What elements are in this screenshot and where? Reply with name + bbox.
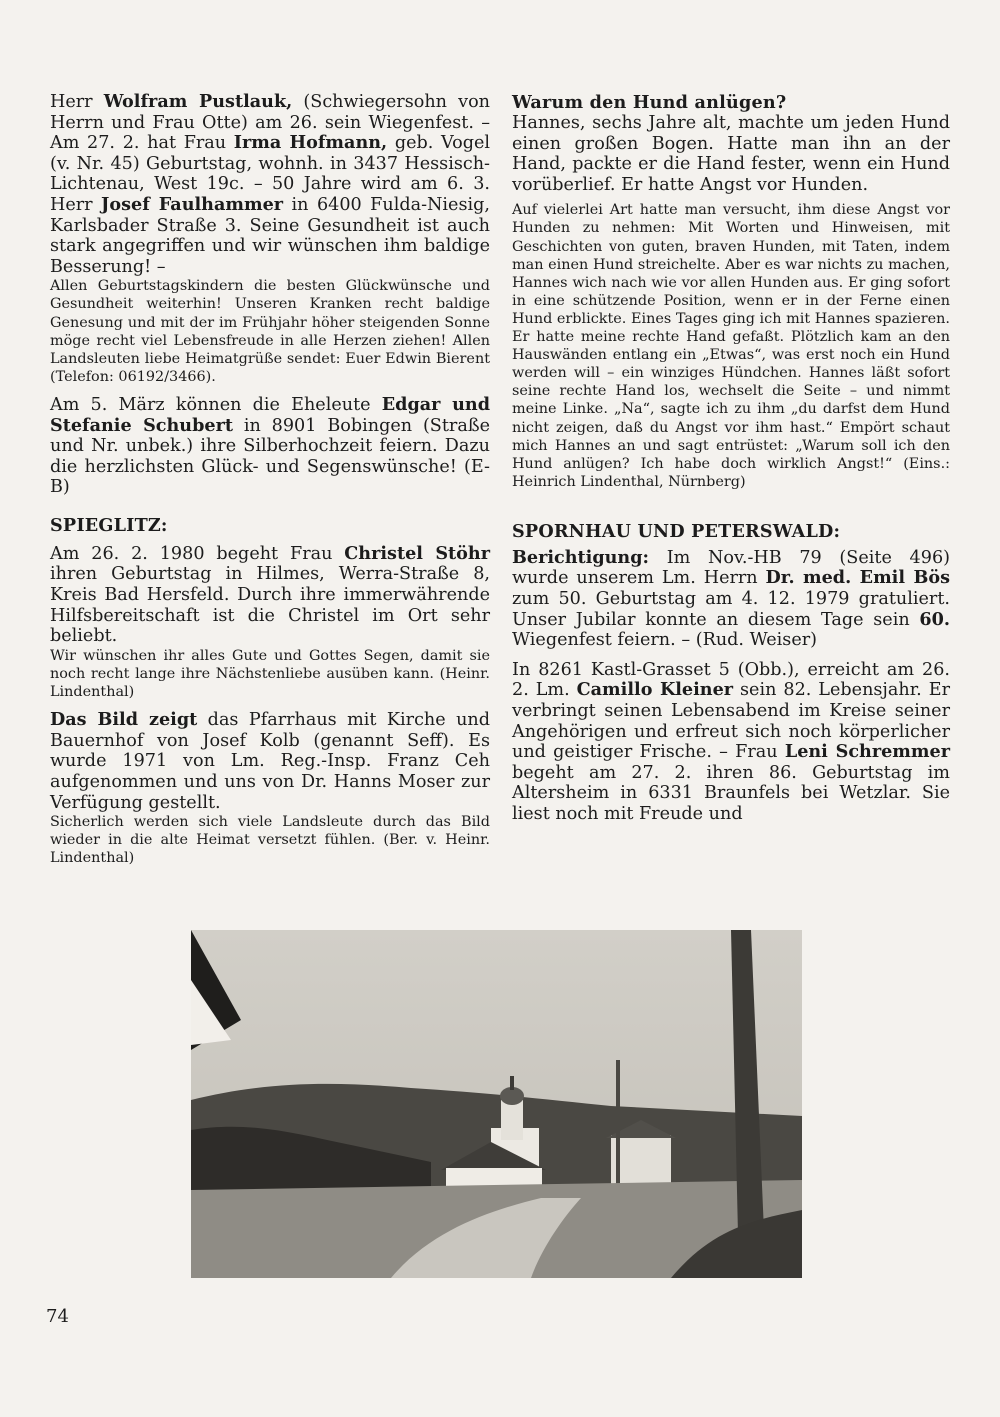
name-bold: Leni Schremmer: [784, 741, 950, 763]
paragraph-photo-note: Sicherlich werden sich viele Landsleute durch das Bild wieder in die alte Heimat versetzt fühlen. (Ber. v. Heinr. Lindenthal): [50, 814, 490, 867]
text: In 8261 Kastl-Grasset 5 (Obb.), erreicht am 26. 2. Lm.: [512, 659, 950, 701]
name-bold: Irma Hofmann,: [233, 132, 388, 154]
section-heading-spornhau: SPORNHAU UND PETERSWALD:: [512, 520, 841, 542]
text: geb. Vogel (v. Nr. 45) Geburtstag, wohnh. in 3437 Hessisch-Lichtenau, West 19c. – 50 Jahre wird am 6. 3. Herr: [50, 133, 490, 215]
text: sein 82. Lebensjahr. Er verbringt seinen Lebensabend im Kreise seiner Angehörigen und erfreut sich noch körperlicher und geistiger Frische. – Frau: [512, 680, 950, 763]
text: (Schwiegersohn von Herrn und Frau Otte) am 26. sein Wiegenfest. – Am 27. 2. hat Frau: [50, 92, 490, 154]
paragraph-kleiner: [512, 660, 950, 825]
page-number: 74: [46, 1306, 69, 1327]
paragraph-stoehr: [50, 544, 490, 647]
caption-bold: Das Bild zeigt: [50, 709, 198, 731]
text: das Pfarrhaus mit Kirche und Bauernhof von Josef Kolb (genannt Seff). Es wurde 1971 von Lm. Reg.-Insp. Franz Ceh aufgenommen und uns von Dr. Hanns Moser zur Verfügung gestellt.: [50, 710, 490, 813]
name-bold: Dr. med. Emil Bös: [765, 567, 950, 589]
name-bold: Wolfram Pustlauk,: [103, 91, 293, 112]
church-spire: [510, 1076, 514, 1090]
paragraph-wishes: Wir wünschen ihr alles Gute und Gottes Segen, damit sie noch recht lange ihre Nächstenliebe ausüben kann. (Heinr. Lindenthal): [50, 647, 490, 701]
number-bold: 60.: [919, 608, 950, 630]
village-photo-drawing: [191, 930, 802, 1278]
text: Wiegenfest feiern. – (Rud. Weiser): [512, 630, 818, 651]
text: ihren Geburtstag in Hilmes, Werra-Straße 8, Kreis Bad Hersfeld. Durch ihre immerwährende Hilfsbereitschaft ist die Christel im Ort sehr beliebt.: [50, 564, 490, 647]
text: Herr: [50, 92, 104, 112]
text: zum 50. Geburtstag am 4. 12. 1979 gratuliert. Unser Jubilar konnte an diesem Tage sein: [512, 589, 950, 630]
text: begeht am 27. 2. ihren 86. Geburtstag im Altersheim in 6331 Braunfels bei Wetzlar. Sie liest noch mit Freude und: [512, 762, 950, 824]
paragraph-silver-wedding: [50, 395, 490, 498]
village-photo: [191, 930, 802, 1278]
paragraph-correction: [512, 548, 950, 651]
text: in 6400 Fulda-Niesig, Karlsbader Straße 3. Seine Gesundheit ist auch stark angegriffen und wir wünschen ihm baldige Besserung! –: [50, 194, 490, 277]
paragraph-photo-caption: [50, 710, 490, 813]
left-column: [50, 92, 490, 867]
label-bold: Berichtigung:: [512, 546, 650, 568]
right-column: [512, 92, 950, 825]
church-tower: [501, 1100, 523, 1140]
story-title: Warum den Hund anlügen?: [512, 92, 787, 113]
name-bold: Christel Stöhr: [344, 542, 490, 564]
text: in 8901 Bobingen (Straße und Nr. unbek.) ihre Silberhochzeit feiern. Dazu die herzlichsten Glück- und Segenswünsche! (E-B): [50, 415, 490, 498]
paragraph-birthdays: [50, 92, 490, 277]
story-body: Auf vielerlei Art hatte man versucht, ihm diese Angst vor Hunden zu nehmen: Mit Worten und Hinweisen, mit Geschichten von guten, braven Hunden, mit Taten, indem man einen Hund streichelte. Aber es war nichts zu machen, Hannes wich nach wie vor allen Hunden aus. Er ging sofort in eine schützende Position, wenn er in der Ferne einen Hund erblickte. Eines Tages ging ich mit Hannes spazieren. Er hatte meine rechte Hand gefaßt. Plötzlich kam an den Hauswänden entlang ein „Etwas“, was erst noch ein Hund werden will – ein winziges Hündchen. Hannes läßt sofort seine rechte Hand los, wechselt die Seite – und nimmt meine Linke. „Na“, sagte ich zu ihm „du darfst dem Hund nicht zeigen, daß du Angst vor ihm hast.“ Empört schaut mich Hannes an und sagt entrüstet: „Warum soll ich den Hund anlügen? Ich habe doch wirklich Angst!“ (Eins.: Heinrich Lindenthal, Nürnberg): [512, 202, 950, 490]
section-heading-spieglitz: SPIEGLITZ:: [50, 514, 168, 536]
story-intro: Hannes, sechs Jahre alt, machte um jeden Hund einen großen Bogen. Hatte man ihn an der Hand, packte er die Hand fester, wenn ein Hund vorüberlief. Er hatte Angst vor Hunden.: [512, 113, 950, 195]
text: Am 26. 2. 1980 begeht Frau: [50, 543, 345, 564]
text: Im Nov.-HB 79 (Seite 496) wurde unserem Lm. Herrn: [512, 547, 950, 589]
telegraph-pole: [616, 1060, 620, 1190]
name-bold: Camillo Kleiner: [576, 679, 734, 701]
name-bold: Josef Faulhammer: [101, 193, 284, 215]
paragraph-greetings: Allen Geburtstagskindern die besten Glückwünsche und Gesundheit weiterhin! Unseren Kranken recht baldige Genesung und mit der im Frühjahr höher steigenden Sonne möge recht viel Lebensfreude in alle Herzen ziehen! Allen Landsleuten liebe Heimatgrüße sendet: Euer Edwin Bierent (Telefon: 06192/3466).: [50, 278, 490, 385]
text: Am 5. März können die Eheleute: [50, 394, 382, 415]
name-bold: Edgar und Stefanie Schubert: [50, 393, 490, 436]
